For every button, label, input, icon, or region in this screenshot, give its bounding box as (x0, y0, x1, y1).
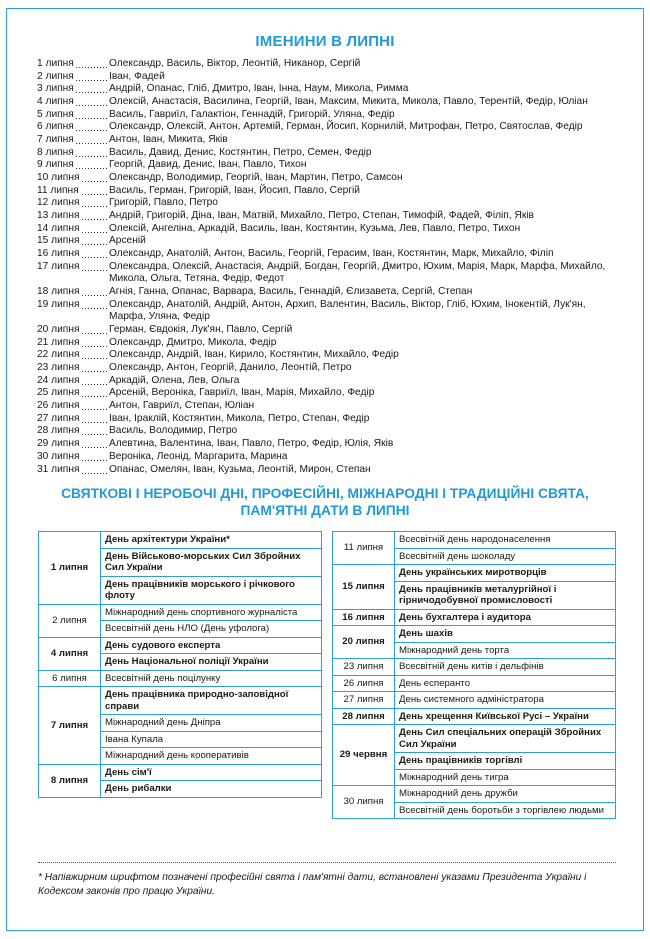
name-day-names: Андрій, Опанас, Гліб, Дмитро, Іван, Інна, Наум, Микола, Римма (109, 83, 409, 95)
holiday-date: 20 липня (333, 626, 395, 659)
name-day-row (37, 83, 617, 96)
name-day-names: Олександр, Володимир, Георгій, Іван, Мартин, Петро, Самсон (109, 172, 403, 184)
name-day-row (37, 438, 617, 451)
name-day-date-label: 9 липня (37, 159, 74, 171)
name-day-date (37, 121, 109, 134)
name-day-date (37, 223, 109, 236)
holiday-date: 8 липня (39, 764, 101, 797)
holiday-row (39, 764, 322, 781)
name-day-date (37, 134, 109, 147)
holiday-event: День українських миротворців (395, 565, 616, 582)
name-day-row (37, 464, 617, 477)
name-day-row (37, 58, 617, 71)
holiday-date: 6 липня (39, 670, 101, 687)
name-days-list (37, 58, 617, 476)
name-day-row (37, 413, 617, 426)
name-day-row (37, 400, 617, 413)
holiday-row (333, 565, 616, 582)
name-day-names: Олександр, Дмитро, Микола, Федір (109, 336, 277, 348)
holiday-event: День Сил спеціальних операцій Збройних Сил України (395, 725, 616, 753)
name-day-date (37, 96, 109, 109)
holiday-row (333, 786, 616, 803)
holiday-row (39, 604, 322, 621)
holidays-table-left (38, 531, 322, 798)
name-day-date (37, 147, 109, 160)
name-day-row (37, 324, 617, 337)
name-day-date (37, 71, 109, 84)
name-day-row (37, 362, 617, 375)
name-day-names: Олексій, Ангеліна, Аркадій, Василь, Іван, Костянтин, Кузьма, Лев, Павло, Петро, Тихон (109, 222, 521, 234)
name-day-names: Вероніка, Леонід, Маргарита, Марина (109, 450, 288, 462)
footnote: * Напівжирним шрифтом позначені професійні свята і пам'ятні дати, встановлені указами Президента України і Кодексом законів про працю України. (38, 872, 587, 897)
name-day-date-label: 3 липня (37, 83, 74, 95)
name-day-date-label: 27 липня (37, 412, 80, 424)
name-day-date-label: 10 липня (37, 172, 80, 184)
name-day-date-label: 25 липня (37, 387, 80, 399)
holiday-event: Міжнародний день тигра (395, 769, 616, 786)
name-day-names: Арсеній, Вероніка, Гавриїл, Іван, Марія, Михайло, Федір (109, 387, 375, 399)
name-day-row (37, 172, 617, 185)
holiday-date: 26 липня (333, 675, 395, 692)
name-day-names: Олександра, Олексій, Анастасія, Андрій, Богдан, Георгій, Дмитро, Юхим, Марія, Марк, Марфа, Михайло, Микола, Ольга, Тетяна, Федір, Федот (109, 260, 606, 285)
name-day-date-label: 13 липня (37, 210, 80, 222)
name-day-date-label: 31 липня (37, 463, 80, 475)
name-day-row (37, 375, 617, 388)
name-day-date-label: 2 липня (37, 70, 74, 82)
name-day-date-label: 4 липня (37, 96, 74, 108)
holiday-event: Міжнародний день Дніпра (101, 715, 322, 732)
name-day-row (37, 337, 617, 350)
holiday-event: День есперанто (395, 675, 616, 692)
name-day-names: Антон, Гавриїл, Степан, Юліан (109, 400, 255, 412)
holiday-date: 11 липня (333, 532, 395, 565)
name-day-date (37, 172, 109, 185)
name-day-date-label: 16 липня (37, 248, 80, 260)
holiday-date: 30 липня (333, 786, 395, 819)
name-day-row (37, 147, 617, 160)
name-day-date (37, 248, 109, 261)
holiday-row (39, 670, 322, 687)
name-day-date-label: 18 липня (37, 286, 80, 298)
name-day-date-label: 23 липня (37, 362, 80, 374)
name-day-row (37, 425, 617, 438)
holiday-event: День судового експерта (101, 637, 322, 654)
holiday-event: Міжнародний день дружби (395, 786, 616, 803)
name-day-names: Алевтина, Валентина, Іван, Павло, Петро, Федір, Юлія, Яків (109, 438, 394, 450)
name-day-date-label: 26 липня (37, 400, 80, 412)
names-title: ІМЕНИНИ В ЛИПНІ (255, 33, 395, 50)
name-day-row (37, 248, 617, 261)
name-day-date (37, 375, 109, 388)
name-day-names: Олександр, Андрій, Іван, Кирило, Костянтин, Михайло, Федір (109, 349, 399, 361)
name-day-date-label: 1 липня (37, 58, 74, 69)
name-day-date-label: 5 липня (37, 108, 74, 120)
name-day-date-label: 28 липня (37, 425, 80, 437)
name-day-date-label: 11 липня (37, 184, 79, 196)
name-day-row (37, 286, 617, 299)
name-day-names: Олександр, Анатолій, Андрій, Антон, Архип, Валентин, Василь, Віктор, Гліб, Юхим, Інокентій, Лук'ян, Марфа, Уляна, Федір (109, 298, 586, 323)
name-day-row (37, 96, 617, 109)
holiday-date: 1 липня (39, 532, 101, 605)
holiday-date: 29 червня (333, 725, 395, 786)
name-day-date-label: 19 липня (37, 298, 80, 310)
name-day-date (37, 413, 109, 426)
holiday-event: День працівників морського і річкового флоту (101, 576, 322, 604)
name-day-names: Василь, Володимир, Петро (109, 425, 238, 437)
name-day-row (37, 299, 617, 324)
holiday-row (333, 532, 616, 549)
name-day-row (37, 223, 617, 236)
holiday-row (39, 687, 322, 715)
name-day-row (37, 159, 617, 172)
name-day-date (37, 438, 109, 451)
name-day-date-label: 15 липня (37, 235, 80, 247)
holiday-row (39, 637, 322, 654)
name-day-row (37, 109, 617, 122)
holiday-event: Міжнародний день торта (395, 642, 616, 659)
holiday-date: 15 липня (333, 565, 395, 610)
name-day-date-label: 14 липня (37, 222, 80, 234)
holiday-event: День бухгалтера і аудитора (395, 609, 616, 626)
holiday-row (333, 675, 616, 692)
holiday-row (333, 692, 616, 709)
name-day-names: Аркадій, Олена, Лев, Ольга (109, 374, 240, 386)
name-day-date (37, 210, 109, 223)
name-day-date-label: 7 липня (37, 134, 74, 146)
name-day-date (37, 400, 109, 413)
name-day-names: Опанас, Омелян, Іван, Кузьма, Леонтій, Мирон, Степан (109, 463, 371, 475)
name-day-names: Антон, Іван, Микита, Яків (109, 134, 228, 146)
name-day-date-label: 12 липня (37, 197, 80, 209)
name-day-names: Герман, Євдокія, Лук'ян, Павло, Сергій (109, 324, 293, 336)
name-day-date (37, 451, 109, 464)
name-day-date (37, 362, 109, 375)
holiday-event: День хрещення Київської Русі – України (395, 708, 616, 725)
footnote-divider (38, 862, 616, 863)
name-day-names: Георгій, Давид, Денис, Іван, Павло, Тихон (109, 159, 307, 171)
name-day-date-label: 6 липня (37, 121, 74, 133)
holiday-row (333, 725, 616, 753)
holiday-row (333, 659, 616, 676)
name-day-names: Олександр, Олексій, Антон, Артемій, Герман, Йосип, Корнилій, Митрофан, Петро, Святослав, Федір (109, 121, 583, 133)
name-day-date (37, 235, 109, 248)
holiday-event: Всесвітній день китів і дельфінів (395, 659, 616, 676)
name-day-date-label: 20 липня (37, 324, 80, 336)
holiday-event: Всесвітній день народонаселення (395, 532, 616, 549)
holiday-event: День сім'ї (101, 764, 322, 781)
holiday-event: Всесвітній день НЛО (День уфолога) (101, 621, 322, 638)
holiday-date: 23 липня (333, 659, 395, 676)
holiday-date: 2 липня (39, 604, 101, 637)
name-day-row (37, 451, 617, 464)
name-day-row (37, 235, 617, 248)
holiday-event: Всесвітній день поцілунку (101, 670, 322, 687)
name-day-date (37, 387, 109, 400)
name-day-names: Олександр, Анатолій, Антон, Василь, Георгій, Герасим, Іван, Костянтин, Марк, Михайло, Філіп (109, 248, 554, 260)
name-day-row (37, 210, 617, 223)
name-day-date (37, 349, 109, 362)
name-day-date-label: 29 липня (37, 438, 80, 450)
name-day-names: Іван, Фадей (109, 70, 165, 82)
holiday-event: Всесвітній день шоколаду (395, 548, 616, 565)
holiday-date: 7 липня (39, 687, 101, 765)
name-day-row (37, 185, 617, 198)
name-day-names: Василь, Гавриїл, Галактіон, Геннадій, Григорій, Уляна, Федір (109, 108, 395, 120)
name-day-row (37, 134, 617, 147)
holidays-table-right (332, 531, 616, 819)
name-day-date (37, 337, 109, 350)
holiday-event: Міжнародний день кооперативів (101, 748, 322, 765)
name-day-row (37, 197, 617, 210)
name-day-date (37, 299, 109, 324)
holiday-row (39, 532, 322, 549)
holiday-row (333, 708, 616, 725)
name-day-date (37, 83, 109, 96)
holiday-event: День працівників торгівлі (395, 753, 616, 770)
name-day-date-label: 21 липня (37, 336, 80, 348)
name-day-names: Іван, Іраклій, Костянтин, Микола, Петро, Степан, Федір (109, 412, 370, 424)
name-day-names: Василь, Герман, Григорій, Іван, Йосип, Павло, Сергій (109, 184, 360, 196)
name-day-names: Арсеній (109, 235, 146, 247)
holiday-event: День Національної поліції України (101, 654, 322, 671)
holiday-event: День системного адміністратора (395, 692, 616, 709)
holiday-row (333, 626, 616, 643)
name-day-date (37, 109, 109, 122)
holiday-event: День працівників металургійної і гірничодобувної промисловості (395, 581, 616, 609)
name-day-date (37, 185, 109, 198)
holiday-event: Міжнародний день спортивного журналіста (101, 604, 322, 621)
holiday-event: День Військово-морських Сил Збройних Сил України (101, 548, 322, 576)
name-day-date (37, 159, 109, 172)
name-day-row (37, 261, 617, 286)
name-day-row (37, 349, 617, 362)
name-day-names: Олексій, Анастасія, Василина, Георгій, Іван, Максим, Микита, Микола, Павло, Терентій, Федір, Юліан (109, 96, 588, 108)
name-day-date-label: 30 липня (37, 450, 80, 462)
holiday-date: 28 липня (333, 708, 395, 725)
holiday-event: Івана Купала (101, 731, 322, 748)
holiday-event: День рибалки (101, 781, 322, 798)
name-day-date-label: 24 липня (37, 374, 80, 386)
holiday-event: День архітектури України* (101, 532, 322, 549)
name-day-date (37, 425, 109, 438)
holiday-event: День працівника природно-заповідної справи (101, 687, 322, 715)
holiday-event: День шахів (395, 626, 616, 643)
name-day-names: Андрій, Григорій, Діна, Іван, Матвій, Михайло, Петро, Степан, Тимофій, Фадей, Філіп, Яків (109, 210, 534, 222)
name-day-date (37, 324, 109, 337)
name-day-names: Василь, Давид, Денис, Костянтин, Петро, Семен, Федір (109, 146, 372, 158)
name-day-date-label: 22 липня (37, 349, 80, 361)
name-day-names: Олександр, Василь, Віктор, Леонтій, Никанор, Сергій (109, 58, 361, 69)
holiday-date: 4 липня (39, 637, 101, 670)
name-day-names: Григорій, Павло, Петро (109, 197, 218, 209)
name-day-date (37, 464, 109, 477)
holiday-event: Всесвітній день боротьби з торгівлею людьми (395, 802, 616, 819)
name-day-date (37, 197, 109, 210)
name-day-row (37, 71, 617, 84)
holiday-date: 16 липня (333, 609, 395, 626)
name-day-names: Олександр, Антон, Георгій, Данило, Леонтій, Петро (109, 362, 352, 374)
name-day-row (37, 121, 617, 134)
holidays-title: СВЯТКОВІ І НЕРОБОЧІ ДНІ, ПРОФЕСІЙНІ, МІЖНАРОДНІ І ТРАДИЦІЙНІ СВЯТА, ПАМ'ЯТНІ ДАТИ В ЛИПНІ (61, 486, 589, 518)
name-day-date-label: 8 липня (37, 146, 74, 158)
name-day-names: Агнія, Ганна, Опанас, Варвара, Василь, Геннадій, Єлизавета, Сергій, Степан (109, 286, 473, 298)
name-day-row (37, 387, 617, 400)
holiday-date: 27 липня (333, 692, 395, 709)
name-day-date-label: 17 липня (37, 260, 80, 272)
holiday-row (333, 609, 616, 626)
name-day-date (37, 58, 109, 71)
name-day-date (37, 261, 109, 286)
name-day-date (37, 286, 109, 299)
